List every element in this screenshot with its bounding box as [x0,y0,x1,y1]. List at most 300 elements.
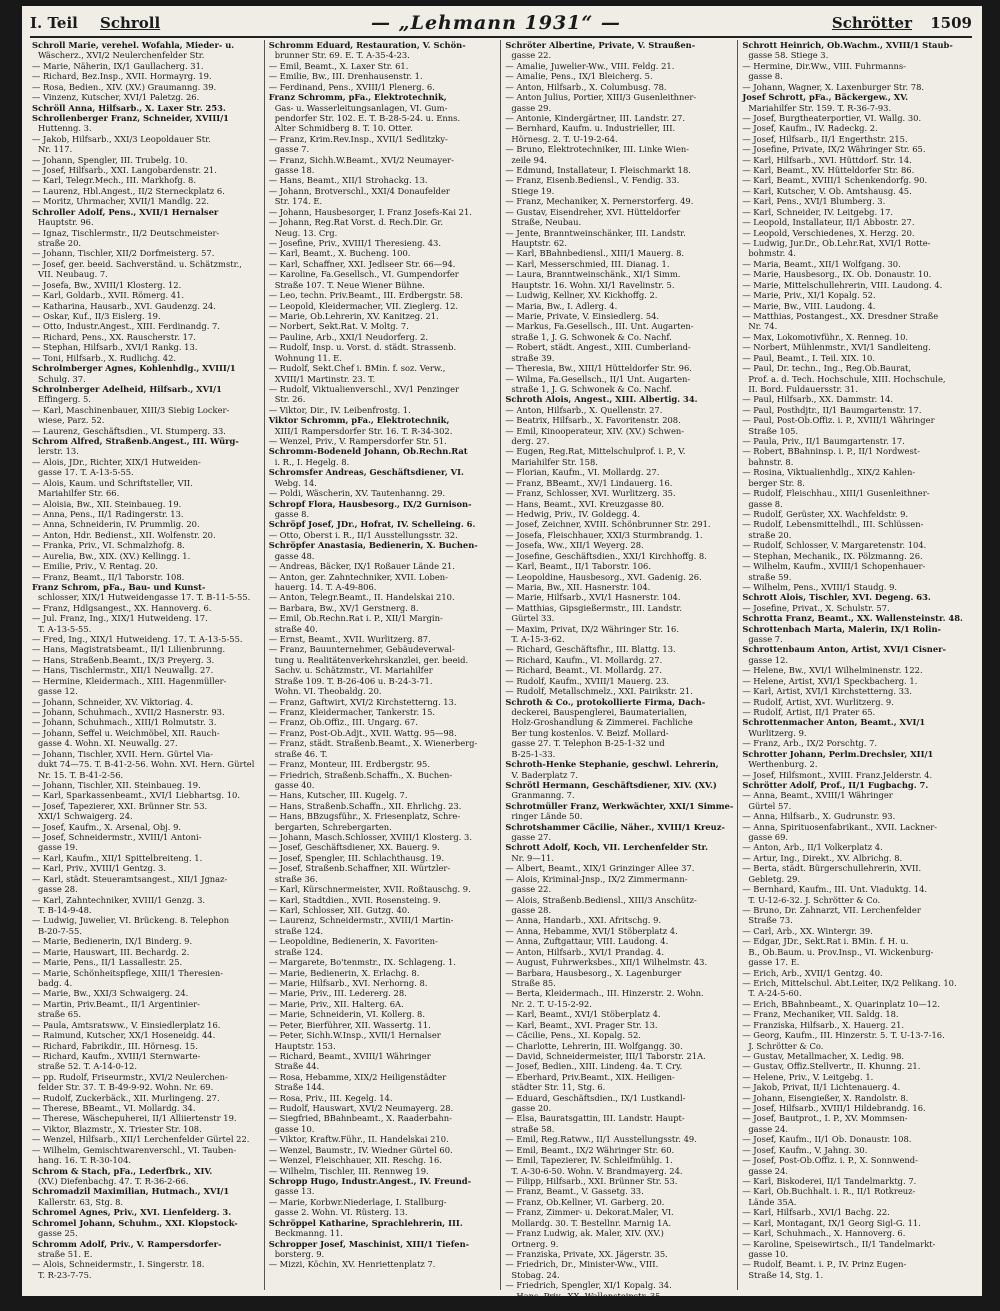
directory-entry-line: Schropf Flora, Hausbesorg., IX/2 Gurnison- [268,498,472,509]
directory-entry-line: — Rudolf, Fleischhau., XIII/1 Gusenleithner- [742,488,930,499]
directory-entry-line: Straße 105. [748,425,799,436]
directory-entry-line: — Wenzel, Hilfsarb., XII/1 Lerchenfelder Gürtel 22. [32,1134,250,1145]
directory-entry-line: — Wilhelm, Tischler, III. Rennweg 19. [268,1165,429,1176]
directory-entry-line: — Franziska, Private, XX. Jägerstr. 35. [505,1248,668,1259]
directory-entry-line: Schrom & Stach, pFa., Lederfbrk., XIV. [32,1165,213,1176]
directory-entry-line: — Wenzel, Fleischhauer, XII. Reschg. 16. [268,1155,442,1166]
directory-entry-line: — Gustav, Eisendreher, XVI. Hütteldorfer [505,206,681,217]
directory-entry-line: — Rudolf, Artist, II/1 Prater 65. [742,707,876,717]
directory-entry-line: — Karl, Biskoderei, II/1 Tandelmarktg. 7. [742,1175,917,1186]
directory-entry-line: Schrötter Adolf, Prof., II/1 Fugbachg. 7. [742,779,929,790]
directory-entry-line: — Marie, Bw., VIII. Laudong. 4. [742,300,876,311]
directory-entry-line: hang. 16. T. R-30-104. [38,1155,132,1166]
directory-entry-line: — Karl, Schneider, IV. Leitgebg. 17. [742,206,894,217]
directory-entry-line: dukt 74—75. T. B-41-2-56. Wohn. XVI. Hern. Gürtel [38,759,255,770]
directory-entry-line: Ortnerg. 9. [511,1238,559,1249]
directory-entry-line: — Franz, Schlosser, XVI. Wurlitzerg. 35. [505,488,676,499]
directory-entry-line: — Leopold, Verschiedenes, X. Herzg. 20. [742,227,915,238]
directory-entry-line: gasse 7. [274,144,310,155]
first-surname-label: Schroll [100,14,161,32]
directory-entry-line: B-25-1-33. [511,748,556,759]
directory-entry-line: Wohn. VI. Theobaldg. 20. [274,686,382,697]
directory-entry-line: — Paul, Posthdjtr., II/1 Baumgartenstr. 17. [742,404,922,415]
directory-entry-line: — Rudolf, Gerüster, XX. Wachfeldstr. 9. [742,508,909,519]
directory-entry-line: — Leopoldine, Hausbesorg., XVI. Gadenig. 26. [505,571,702,582]
directory-entry-line: — Ferdinand, Pens., XVIII/1 Plenerg. 6. [268,81,435,92]
directory-entry-line: Schrotmüller Franz, Werkwächter, XXI/1 Simme- [505,800,734,811]
directory-entry-line: Schrotshammer Cäcilie, Näher., XVIII/1 Kreuz- [505,821,725,832]
directory-entry-line: — Erich, Mittelschul. Abt.Leiter, IX/2 Pelikang. 10. [742,977,957,988]
directory-entry-line: Sachv. u. Schätzmstr., VI. Mariahilfer [274,665,433,676]
directory-entry-line: wiese, Parz. 52. [38,415,105,426]
directory-entry-line: Str. 26. [274,394,306,405]
directory-entry-line: lerstr. 13. [38,446,79,457]
directory-entry-line: Hörnesg. 2. T. U-19-2-64. [511,133,618,144]
directory-entry-line: — Josefine, Priv., XVIII/1 Theresieng. 43. [268,238,442,249]
directory-entry-line: Schrottenmacher Anton, Beamt., XVI/1 [742,717,926,728]
directory-entry-line: — Anna, Zuftgattaur, VIII. Laudong. 4. [505,936,669,947]
directory-entry-line: — Josef, Schneidermstr., XVIII/1 Antoni- [32,832,202,843]
directory-entry-line: — Poldi, Wäscherin, XV. Tautenhanng. 29. [268,488,446,499]
directory-entry-line: — Anna, Hebamme, XVI/1 Stöberplatz 4. [505,925,678,936]
directory-entry-line: — August, Fuhrwerksbes., XII/1 Wilhelmstr. 43. [505,957,708,968]
directory-entry-line: — Karl, Beamt., XV. Hütteldorfer Str. 86. [742,165,915,176]
directory-entry-line: — Hans, Magistratsbeamt., II/1 Lilienbrunng. [32,644,226,655]
directory-entry-line: Neug. 13. Crg. [274,227,338,238]
directory-entry-line: städter Str. 11, Stg. 6. [511,1082,606,1093]
directory-entry-line: — Anna, Handarb., XXI. Afritschg. 9. [505,915,662,926]
directory-entry-line: gasse 10. [748,1248,789,1259]
directory-entry-line: — Josef, Hilfsarb., XVIII/1 Hildebrandg. 16. [742,1103,926,1114]
directory-entry-line: Schröter Albertine, Private, V. Straußen- [505,40,696,50]
directory-entry-line: — Laurenz, Hbl.Angest., II/2 Sterneckplatz 6. [32,185,225,196]
directory-entry-line: gasse 22. [511,50,552,61]
directory-entry-line: — Josef, Burgtheaterportier, VI. Wallg. 30. [742,112,922,123]
directory-entry-line: — Friedrich, Straßenb.Schaffn., X. Buchen- [268,769,453,780]
directory-entry-line: — David, Schneidermeister, III/1 Taborstr. 21A. [505,1050,706,1061]
directory-entry-line: — Katharina, Hausarb., XVI. Gaudenzg. 24. [32,300,216,311]
directory-entry-line: — Marie, Priv., III. Ledererg. 28. [268,988,407,999]
directory-entry-line: — Franz, Bauunternehmer, Gebäudeverwal- [268,644,455,655]
directory-entry-line: i. R., I. Hegelg. 8. [274,456,350,467]
directory-entry-line: — Josef, Tapezierer, XXI. Brünner Str. 53. [32,800,208,811]
directory-entry-line: Schroth Alois, Angest., XIII. Albertig. 34. [505,394,698,405]
directory-entry-line: — Franz, BBeamt., XV/1 Lindauerg. 16. [505,477,673,488]
directory-entry-line: gasse 18. [274,165,315,176]
directory-entry-line: V. Baderplatz 7. [511,769,578,780]
directory-entry-line: — Wilhelm, Kaufm., XVIII/1 Schopenhauer- [742,561,926,572]
directory-entry-line: Webg. 14. [274,477,317,488]
directory-entry-line: Granmanng. 7. [511,790,575,801]
directory-entry-line: — Karl, Beamt., XVI/1 Stöberplatz 4. [505,1009,661,1020]
directory-entry-line: — Karoline, Fa.Gesellsch., VI. Gumpendorfer [268,269,459,280]
directory-entry-line: — Marie, Näherin, IX/1 Gaullacherg. 31. [32,60,204,71]
directory-entry-line: Kallerstr. 63, Stg. 8. [38,1196,124,1207]
directory-entry-line: — Alois, JDr., Richter, XIX/1 Hutweiden- [32,456,201,467]
directory-entry-line: — Johann, Masch.Schlosser, XVIII/1 Klosterg. 3. [268,832,473,843]
section-label: I. Teil [30,14,78,32]
directory-entry-line: — Franz, Gaftwirt, XVI/2 Kirchstetterng. 13. [268,696,457,707]
directory-entry-line: Viktor Schromm, pFa., Elektrotechnik, [268,415,450,426]
directory-entry-line: Schromm-Bodeneld Johann, Ob.Rechn.Rat [268,446,468,457]
directory-entry-line: — Anton, ger. Zahntechniker, XVII. Loben- [268,571,448,582]
directory-entry-line: Schrotta Franz, Beamt., XX. Wallensteinstr. 48. [742,613,963,624]
directory-entry-line: — Filipp, Hilfsarb., XXI. Brünner Str. 53. [505,1175,678,1186]
directory-entry-line: — Rosina, Viktualienhdlg., XIX/2 Kahlen- [742,467,916,478]
directory-entry-line: — Bruno, Dr. Zahnarzt, VII. Lerchenfelder [742,905,921,916]
directory-entry-line: derg. 27. [511,436,550,447]
directory-entry-line: Schroll Marie, verehel. Wofahla, Mieder- u. [32,40,235,50]
directory-entry-line: Schrott Alois, Tischler, XVI. Degeng. 63. [742,592,931,603]
directory-entry-line: — Karl, Beamt., X. Bucheng. 100. [268,248,411,259]
directory-entry-line: Effingerg. 5. [38,394,91,405]
directory-entry-line: — Paula, Amtsratsww., V. Einsiedlerplatz 16. [32,1019,221,1030]
directory-entry-line: gasse 28. [38,884,78,895]
directory-entry-line: — Franka, Priv., VI. Schmalzhofg. 8. [32,540,185,551]
directory-entry-line: Schromsfer Andreas, Geschäftsdiener, VI. [268,467,464,478]
directory-entry-line: — Emilie, Bw., III. Drenhausenstr. 1. [268,71,423,82]
directory-entry-line: — Anna, Pens., II/1 Radingerstr. 13. [32,508,184,519]
directory-entry-line: Schröll Anna, Hilfsarb., X. Laxer Str. 253. [32,102,226,113]
directory-entry-line: Franz Schrom, pFa., Bau- und Kunst- [32,581,206,592]
directory-entry-line: — Amalie, Pens., IX/1 Bleicherg. 5. [505,71,653,82]
directory-entry-line: — Emil, Beamt., IX/2 Währinger Str. 60. [505,1144,675,1155]
directory-entry-line: — Norbert, Mühlenmstr., XVI/1 Sandleiteng. [742,342,931,353]
directory-entry-line: gasse 8. [748,71,783,82]
directory-entry-line: Schromel Johann, Schuhm., XXI. Klopstock- [32,1217,238,1228]
directory-entry-line: — Hans, BBzugsführ., X. Friesenplatz, Schre- [268,811,461,822]
directory-entry-line: Straße 73. [748,915,793,926]
directory-entry-line: straße 52. T. A-14-0-12. [38,1061,138,1072]
directory-entry-line: — Marie, Priv., XII. Halterg. 6A. [268,998,404,1009]
directory-entry-line: — Edmund, Installateur, I. Fleischmarkt 18. [505,165,691,176]
directory-entry-line: Lände 35A. [748,1196,797,1207]
directory-entry-line: — Helene, Artist, XVI/1 Speckbacherg. 1. [742,675,918,686]
directory-entry-line: ringer Lände 50. [511,811,583,822]
directory-entry-line: — Jakob, Hilfsarb., XXI/3 Leopoldauer Str. [32,133,211,144]
directory-entry-line: felder Str. 37. T. B-49-9-92. Wohn. Nr. 69. [38,1082,214,1093]
directory-entry-line: T. B-14-9-48. [38,905,92,916]
directory-entry-line: Gebletg. 29. [748,873,801,884]
directory-entry-line: — Marie, Mittelschullehrerin, VIII. Laudong. 4. [742,279,943,290]
directory-entry-line: — Rosa, Hebamme, XIX/2 Heiligenstädter [268,1071,447,1082]
directory-entry-line: — Rudolf, Sekt.Chef i. BMin. f. soz. Verw., [268,363,446,374]
directory-entry-line: — Karl, Beamt., XVI. Prager Str. 13. [505,1019,658,1030]
directory-entry-line: — Leopold, Installateur, II/1 Abbostr. 27. [742,217,915,228]
directory-entry-line: T. A-24-5-60. [748,988,802,999]
directory-entry-line: — Hans, Tischlermstr., XII/1 Neuwallg. 27. [32,665,214,676]
directory-entry-line: — Hans, Kutscher, III. Kugelg. 7. [268,790,408,801]
directory-entry-line: — Aurelia, Bw., XIX. (XV.) Kellingg. 1. [32,550,191,561]
directory-entry-line: Straße 144. [274,1082,325,1093]
directory-entry-line: gasse 17. T. A-13-5-55. [38,467,134,478]
directory-entry-line: — Erich, BBahnbeamt., X. Quarinplatz 10—12. [742,998,940,1009]
directory-entry-line: (XV.) Diefenbachg. 47. T. R-36-2-66. [38,1175,189,1186]
directory-entry-line: — Robert, BBahninsp. i. P., II/1 Nordwest- [742,446,920,457]
directory-entry-line: — Josef, ger. beeid. Sachverständ. u. Schätzmstr., [32,258,242,269]
directory-column-2 [265,40,502,1290]
directory-entry-line: gasse 24. [748,1123,789,1134]
directory-entry-line: T. A-15-3-62. [511,634,565,645]
directory-entry-line: B-20-7-55. [38,925,82,936]
directory-entry-line: Mariahilfer Str. 158. [511,456,598,467]
directory-entry-line: gasse 58. Stiege 3. [748,50,829,61]
directory-entry-line: — Franziska, Hilfsarb., X. Hauerg. 21. [742,1019,905,1030]
directory-entry-line: — Georg, Kaufm., III. Hinzerstr. 5. T. U-13-7-16. [742,1030,945,1041]
directory-entry-line: — Berta, städt. Bürgerschullehrerin, XVII. [742,863,922,874]
directory-entry-line: XVIII/1 Martinstr. 23. T. [274,373,376,384]
directory-entry-line: — Franz, Beamt., II/1 Taborstr. 108. [32,571,185,582]
directory-entry-line: gasse 4. Wohn. XI. Neuwallg. 27. [38,738,178,749]
directory-entry-line: — Karl, städt. Steueramtsangest., XII/1 Jgnaz- [32,873,228,884]
directory-entry-line: — Karoline, Speisewirtsch., II/1 Tandelmarkt- [742,1238,936,1249]
directory-entry-line: — Helene, Bw., XVI/1 Wilhelminenstr. 122. [742,665,923,676]
directory-entry-line: Straße, Neubau. [511,217,582,228]
directory-entry-line: — Max, Lokomotivführ., X. Renneg. 10. [742,331,909,342]
directory-entry-line: — Karl, Priv., XVIII/1 Gentzg. 3. [32,863,167,874]
directory-entry-line: — Karl, Schaffner, XXI. Jedlseer Str. 66—94. [268,258,456,269]
directory-entry-line: — Rudolf, Viktualienverschl., XV/1 Penzinger [268,383,460,394]
directory-entry-line: Mariahilfer Str. 66. [38,488,120,499]
directory-columns [28,40,974,1311]
directory-entry-line: — Marie, Korbwr.Niederlage, I. Stallburg- [268,1196,447,1207]
directory-entry-line: — Matthias, Gipsgießermstr., III. Landstr. [505,602,682,613]
directory-entry-line: — Josefa, Ww., XII/1 Weyerg. 28. [505,540,644,551]
directory-entry-line: Nr. 15. T. B-41-2-56. [38,769,124,780]
directory-entry-line: — Leo, techn. Priv.Beamt., III. Erdbergstr. 58. [268,290,463,301]
directory-entry-line: Schröpfer Anastasia, Bedienerin, X. Buchen- [268,540,478,551]
directory-entry-line: Schromel Agnes, Priv., XVI. Lienfelderg. 3. [32,1207,232,1218]
directory-entry-line: Huttenng. 3. [38,123,92,134]
directory-entry-line: — Anton, Telegr.Beamt., II. Handelskai 210. [268,592,455,603]
directory-entry-line: — Aloisia, Bw., XII. Steinbaueg. 19. [32,498,182,509]
directory-entry-line: — Friedrich, Spengler, XI/1 Kopalg. 34. [505,1280,672,1291]
directory-entry-line: — Franz, Mechaniker, VII. Saldg. 18. [742,1009,899,1020]
directory-entry-line: Mariahilfer Str. 159. T. R-36-7-93. [748,102,892,113]
directory-entry-line: Josef Schrott, pFa., Bäckergew., XV. [742,92,909,103]
directory-entry-line: — Rudolf, Lebensmittelhdl., III. Schlüssen- [742,519,924,530]
directory-entry-line: — Peter, Bierführer, XII. Wassertg. 11. [268,1019,431,1030]
directory-entry-line: — Bernhard, Kaufm., III. Unt. Viaduktg. 14. [742,884,928,895]
directory-entry-line: gasse 2. Wohn. VI. Rüsterg. 13. [274,1207,408,1218]
directory-entry-line: — Franz, Eisenb.Bediensl., V. Fendig. 33. [505,175,680,186]
directory-entry-line: Hauptstr. 153. [274,1040,336,1051]
directory-entry-line: Franz Schromm, pFa., Elektrotechnik, [268,92,447,103]
directory-entry-line: — Johann, Wagner, X. Laxenburger Str. 78. [742,81,925,92]
directory-entry-line: — Marie, Hilfsarb., XVI/1 Hasnerstr. 104. [505,592,681,603]
directory-entry-line: — Josef, Kaufm., IV. Radeckg. 2. [742,123,878,134]
directory-entry-line: — Maria, Bw., I. Adlerg. 4. [505,300,618,311]
directory-entry-line: tung u. Realitätenverkehrskanzlei, ger. beeid. [274,654,469,665]
directory-entry-line: — Richard, Beamt., VI. Mollardg. 27. [505,665,662,676]
directory-entry-line: — Karl, Kutscher, V. Ob. Amtshausg. 45. [742,185,912,196]
directory-entry-line: Schromm Adolf, Priv., V. Rampersdorfer- [32,1238,222,1249]
directory-entry-line: — Ignaz, Tischlermstr., II/2 Deutschmeister- [32,227,220,238]
directory-entry-line: bohmstr. 4. [748,248,796,259]
directory-entry-line: — pp. Rudolf, Friseurmstr., XVI/2 Neulerchen- [32,1071,228,1082]
directory-entry-line: straße 36. [274,873,318,884]
directory-entry-line: — Josef, Spengler, III. Schlachthausg. 19. [268,852,444,863]
directory-entry-line: — Albert, Beamt., XIX/1 Grinzinger Allee 37. [505,863,695,874]
directory-entry-line: — Pauline, Arb., XXI/1 Neudorferg. 2. [268,331,429,342]
directory-entry-line: — Laurenz, Geschäftsdien., VI. Stumperg. 33. [32,425,226,436]
directory-entry-line: — Hans, Beamt., XVI. Kreuzgasse 80. [505,498,665,509]
directory-entry-line: — Maxim, Privat, IX/2 Währinger Str. 16. [505,623,679,634]
directory-entry-line: — Josef, Zeichner, XVIII. Schönbrunner Str. 291. [505,519,711,530]
directory-entry-line: Schropp Hugo, Industr.Angest., IV. Freund- [268,1175,472,1186]
directory-entry-line: — Anton, Hilfsarb., XVI/1 Prandag. 4. [505,946,664,957]
directory-entry-line: Straße 85. [511,977,556,988]
directory-entry-line: — Marie, Schönheitspflege, XIII/1 Theresien- [32,967,224,978]
directory-entry-line: — Paul, Beamt., I. Teil. XIX. 10. [742,352,875,363]
directory-entry-line: Schröpf Josef, JDr., Hofrat, IV. Schelleing. 6. [268,519,476,530]
directory-entry-line: — Karl, Messerschmied, III. Dianag. 1. [505,258,670,269]
directory-entry-line: — Hanft, Schneidermstr., VII. Neubaug. 45. [505,1301,691,1311]
directory-entry-line: straße 59. [748,571,792,582]
directory-entry-line: — Johann, Seffel u. Weichmöbel, XII. Rauch- [32,727,220,738]
directory-entry-line: — Josef, Straßenb.Schaffner, XII. Würtzler- [268,863,451,874]
directory-entry-line: Schrotter Johann, Perlm.Drechsler, XII/1 [742,748,934,759]
directory-entry-line: — Rudolf, Metallschmelz., XXI. Pairikstr. 21. [505,686,693,697]
directory-entry-line: — Franz, Mechaniker, X. Pernerstorferg. 49. [505,196,694,207]
directory-entry-line: gasse 27. [511,832,552,843]
directory-entry-line: — Anna, Beamt., XVIII/1 Währinger [742,790,893,801]
directory-entry-line: Alter Schmidberg 8. T. 10. Otter. [274,123,413,134]
directory-entry-line: II. Bord. Fuldauersstr. 31. [748,383,859,394]
directory-entry-line: Schrottenbach Marta, Malerin, IX/1 Rolin- [742,623,941,634]
directory-entry-line: schlosser, XIX/1 Hutweidengasse 17. T. B-11-5-55. [38,592,251,603]
directory-entry-line: — Rudolf, Hauswart, XVI/2 Neumayerg. 28. [268,1103,454,1114]
directory-column-1 [28,40,265,1290]
directory-entry-line: — Jul. Franz, Ing., XIX/1 Hutweideng. 17. [32,613,208,624]
directory-entry-line: Straße 14, Stg. 1. [748,1269,824,1280]
directory-entry-line: Gas- u. Wasserleitungsanlagen, VI. Gum- [274,102,448,113]
directory-entry-line: — Jakob, Privat, II/1 Lichtenauerg. 4. [742,1082,901,1093]
directory-entry-line: Schröppel Katharine, Sprachlehrerin, III. [268,1217,463,1228]
directory-entry-line: — Franz, Post-Ob.Adjt., XVII. Wattg. 95—98. [268,727,457,738]
directory-entry-line: straße 51. E. [38,1248,93,1259]
directory-entry-line: — Maria, Beamt., XII/1 Wolfgang. 30. [742,258,901,269]
directory-entry-line: — Robert, städt. Angest., XIII. Cumberland- [505,342,691,353]
directory-entry-line: — Anton, Arb., II/1 Volkerplatz 4. [742,842,883,853]
directory-entry-line: — Karl, Montagant, IX/1 Georg Sigl-G. 11. [742,1217,921,1228]
directory-entry-line: — Vinzenz, Kutscher, XVI/1 Paletzg. 26. [32,92,200,103]
directory-entry-line: Hauptstr. 62. [511,238,567,249]
directory-entry-line: — Ludwig, Juwelier, VI. Brückeng. 8. Telephon [32,915,230,926]
directory-entry-line: — Leopoldine, Bedienerin, X. Favoriten- [268,936,438,947]
directory-entry-line: T. A-30-6-50. Wohn. V. Brandmayerg. 24. [511,1165,683,1176]
directory-entry-line: — Martin, Priv.Beamt., II/1 Argentinier- [32,998,200,1009]
directory-entry-line: — Leopold, Kleidermacher, VII. Zieglerg. 12. [268,300,459,311]
directory-entry-line: Gürtel 33. [511,613,555,624]
directory-entry-line: — Wilma, Fa.Gesellsch., II/1 Unt. Augarten- [505,373,691,384]
directory-entry-line: — Johann, Schneider, XV. Viktoriag. 4. [32,696,194,707]
directory-entry-line: — Richard, Fabrikdir., III. Hörnesg. 15. [32,1040,198,1051]
directory-entry-line: — Erich, Arb., XVII/1 Gentzg. 40. [742,967,883,978]
directory-entry-line: gasse 8. [274,508,310,519]
directory-entry-line: gasse 29. [511,102,552,113]
directory-entry-line: — Franz, Ob.Offiz., III. Ungarg. 67. [268,717,418,728]
directory-entry-line: Schrollenberger Franz, Schneider, XVIII/1 [32,112,229,123]
directory-entry-line: gasse 19. [38,842,78,853]
directory-entry-line: — Anna, Hilfsarb., X. Gudrunstr. 93. [742,811,896,822]
directory-page [22,6,982,1311]
directory-entry-line: — Karl, Schuhmach., X. Hannoverg. 6. [742,1228,906,1239]
directory-entry-line: — Emil, Reg.Ratww., II/1 Ausstellungsstr. 49. [505,1134,697,1145]
directory-entry-line: — Marie, Bw., XXI/3 Schwaigerg. 24. [32,988,189,999]
directory-entry-line: — Josefa, Bw., XVIII/1 Klosterg. 12. [32,279,182,290]
directory-entry-line: Stiege 19. [511,185,555,196]
last-surname-label: Schrötter [831,14,912,32]
directory-entry-line: — Richard, Geschäftsfhr., III. Blattg. 13. [505,644,676,655]
page-header [30,10,972,38]
directory-entry-line: straße 124. [274,946,324,957]
directory-entry-line: straße 20. [748,529,792,540]
directory-entry-line: — Franz, Krim.Rev.Insp., XVII/1 Sedlitzky- [268,133,448,144]
directory-entry-line: gasse 40. [274,779,315,790]
directory-entry-line: — Karl, Telegr.Mech., III. Markhofg. 8. [32,175,197,186]
directory-entry-line: — Marie, Ob.Lehrerin, XV. Kanitzeg. 21. [268,310,439,321]
directory-entry-line: — Paul, Dr. techn., Ing., Reg.Ob.Baurat, [742,363,912,374]
directory-entry-line: — Emilie, Priv., V. Rentag. 20. [32,561,158,572]
directory-entry-line: Hauptstr. 16. Wohn. XI/1 Ravelinstr. 5. [511,279,675,290]
directory-entry-line: — Eberhard, Priv.Beamt., XIX. Heiligen- [505,1071,675,1082]
directory-entry-line: — Otto, Oberst i. R., II/1 Ausstellungsstr. 32. [268,529,458,540]
directory-entry-line: Schromm Eduard, Restauration, V. Schön- [268,40,466,50]
directory-entry-line: — Karl, Kürschnermeister, XVII. Roßtauschg. 9. [268,884,471,895]
directory-entry-line: — Franz, Ob.Kellner, VI. Garberg. 20. [505,1196,665,1207]
directory-entry-line: — Richard, Kaufm., XVIII/1 Sternwarte- [32,1050,201,1061]
directory-entry-line: — Stephan, Hilfsarb., XVI/1 Rankg. 13. [32,342,198,353]
directory-entry-line: — Anton, Hdr. Bedienst., XII. Wolfenstr. 20. [32,529,216,540]
directory-entry-line: — Josef, Geschäftsdiener, XX. Bauerg. 9. [268,842,440,853]
directory-entry-line: — Marie, Schneiderin, VI. Kollerg. 8. [268,1009,425,1020]
directory-entry-line: gasse 22. [511,884,552,895]
directory-entry-line: — Karl, BBahnbediensl., XIII/1 Mauerg. 8. [505,248,685,259]
directory-entry-line: — Johann, Reg.Rat Vorst. d. Rech.Dir. Gr. [268,217,444,228]
directory-entry-line: — Markus, Fa.Gesellsch., III. Unt. Augarten- [505,321,694,332]
directory-entry-line: — Ludwig, Jur.Dr., Ob.Lehr.Rat, XVI/1 Rotte- [742,238,931,249]
directory-entry-line: — Otto, Industr.Angest., XIII. Ferdinandg. 7. [32,321,220,332]
directory-entry-line: B., Ob.Baum. u. Prov.Insp., VI. Wickenburg- [748,946,934,957]
page-number: 1509 [930,14,972,32]
directory-entry-line: Straße 109. T. B-26-406 u. B-24-3-71. [274,675,433,686]
directory-entry-line: — Margarete, Bo'tenmstr., IX. Schlageng. 1. [268,957,456,968]
directory-entry-line: straße 1, J. G. Schwonek & Co. Nachf. [511,383,672,394]
directory-entry-line: — Fred, Ing., XIX/1 Hutweideng. 17. T. A-13-5-55. [32,634,243,645]
directory-entry-line: — Johann, Hausbesorger, I. Franz Josefs-Kai 21. [268,206,472,217]
directory-entry-line: Stobag. 24. [511,1269,560,1280]
directory-entry-line: — Maria, Bw., XII. Hasnerstr. 104. [505,581,651,592]
directory-entry-line: — Marie, Priv., XI/1 Kopalg. 52. [742,290,876,301]
directory-entry-line: — Josef, Kaufm., V. Jahng. 30. [742,1144,868,1155]
directory-entry-line: — Jente, Branntweinschänker, III. Landstr. [505,227,686,238]
directory-entry-line: — Hermine, Kleidermach., XIII. Hagenmüller- [32,675,227,686]
directory-entry-line: — Karl, Artist, XVI/1 Kirchstetterng. 33. [742,686,912,697]
directory-entry-line: — Franz Ludwig, ak. Maler, XIV. (XV.) [505,1228,664,1239]
directory-entry-line: — Karl, Ob.Buchhalt. i. R., II/1 Rotkreuz- [742,1186,916,1197]
directory-entry-line: — Anna, Schneiderin, IV. Prummlig. 20. [32,519,200,530]
directory-entry-line: Schrolmberger Agnes, Kohlenhdlg., XVIII/1 [32,363,236,374]
directory-entry-line: — Beatrix, Hilfsarb., X. Favoritenstr. 208. [505,415,681,426]
directory-entry-line: — Emil, Kinooperateur, XIV. (XV.) Schwen- [505,425,685,436]
directory-entry-line: Werthenburg. 2. [748,759,818,770]
directory-entry-line: Schroller Adolf, Pens., XVII/1 Hernalser [32,206,219,217]
directory-entry-line: — Johann, Schuhmach., XVII/2 Hasnerstr. 93. [32,707,225,717]
directory-entry-line: — Wenzel, Priv., V. Rampersdorfer Str. 51. [268,436,447,447]
directory-entry-line: — Therese, Wäschepuherei, II/1 Alliiertenstr 19. [32,1113,237,1124]
directory-entry-line: Schroth & Co., protokollierte Firma, Dach- [505,696,706,707]
